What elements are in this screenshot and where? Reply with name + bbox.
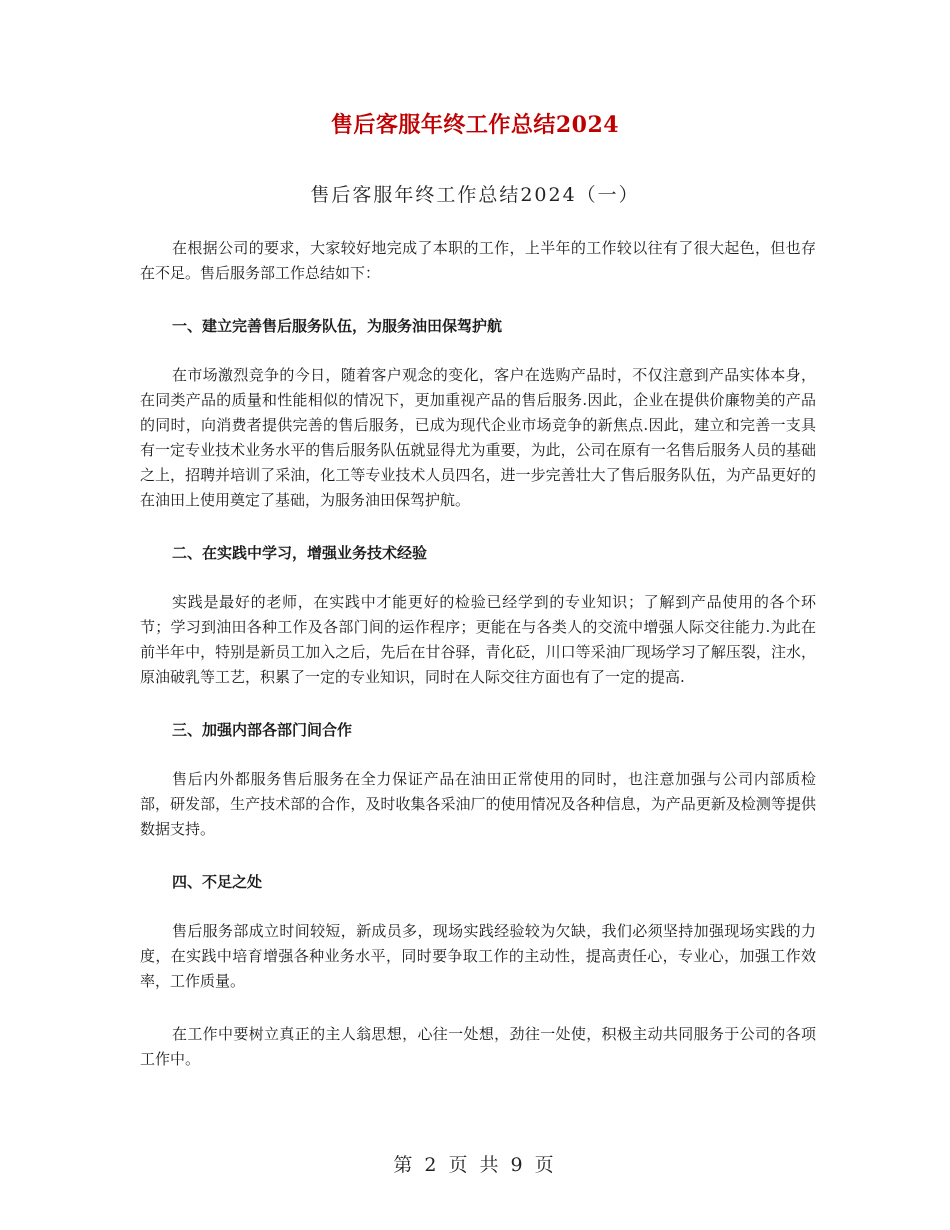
document-body xyxy=(140,236,816,1100)
section-heading-2: 二、在实践中学习，增强业务技术经验 xyxy=(172,544,428,562)
section-paragraph-2: 实践是最好的老师，在实践中才能更好的检验已经学到的专业知识；了解到产品使用的各个环节；学习到油田各种工作及各部门间的运作程序；更能在与各类人的交流中增强人际交往能力.为此在前半年中，特别是新员工加入之后，先后在甘谷驿，青化砭，川口等采油厂现场学习了解压裂，注水，原油破乳等工艺，积累了一定的专业知识，同时在人际交往方面也有了一定的提高. xyxy=(140,593,816,686)
page-number-footer: 第 2 页 共 9 页 xyxy=(393,1154,557,1176)
section-heading-3: 三、加强内部各部门间合作 xyxy=(172,721,353,739)
section-heading-1: 一、建立完善售后服务队伍，为服务油田保驾护航 xyxy=(172,317,503,335)
document-subtitle: 售后客服年终工作总结2024（一） xyxy=(310,184,640,206)
section-heading-4: 四、不足之处 xyxy=(172,873,263,891)
closing-paragraph: 在工作中要树立真正的主人翁思想，心往一处想，劲往一处使，积极主动共同服务于公司的各项工作中。 xyxy=(140,1025,816,1068)
section-paragraph-4: 售后服务部成立时间较短，新成员多，现场实践经验较为欠缺，我们必须坚持加强现场实践的力度，在实践中培育增强各种业务水平，同时要争取工作的主动性，提高责任心，专业心，加强工作效率，工作质量。 xyxy=(140,922,816,990)
intro-paragraph: 在根据公司的要求，大家较好地完成了本职的工作，上半年的工作较以往有了很大起色，但也存在不足。售后服务部工作总结如下： xyxy=(140,239,816,282)
section-paragraph-3: 售后内外都服务售后服务在全力保证产品在油田正常使用的同时，也注意加强与公司内部质检部，研发部，生产技术部的合作，及时收集各采油厂的使用情况及各种信息，为产品更新及检测等提供数据支持。 xyxy=(140,770,816,838)
section-paragraph-1: 在市场激烈竞争的今日，随着客户观念的变化，客户在选购产品时，不仅注意到产品实体本身，在同类产品的质量和性能相似的情况下，更加重视产品的售后服务.因此，企业在提供价廉物美的产品的同时，向消费者提供完善的售后服务，已成为现代企业市场竞争的新焦点.因此，建立和完善一支具有一定专业技术业务水平的售后服务队伍就显得尤为重要，为此，公司在原有一名售后服务人员的基础之上，招聘并培训了采油，化工等专业技术人员四名，进一步完善壮大了售后服务队伍，为产品更好的在油田上使用奠定了基础，为服务油田保驾护航。 xyxy=(140,366,816,509)
document-title: 售后客服年终工作总结2024 xyxy=(330,112,620,138)
